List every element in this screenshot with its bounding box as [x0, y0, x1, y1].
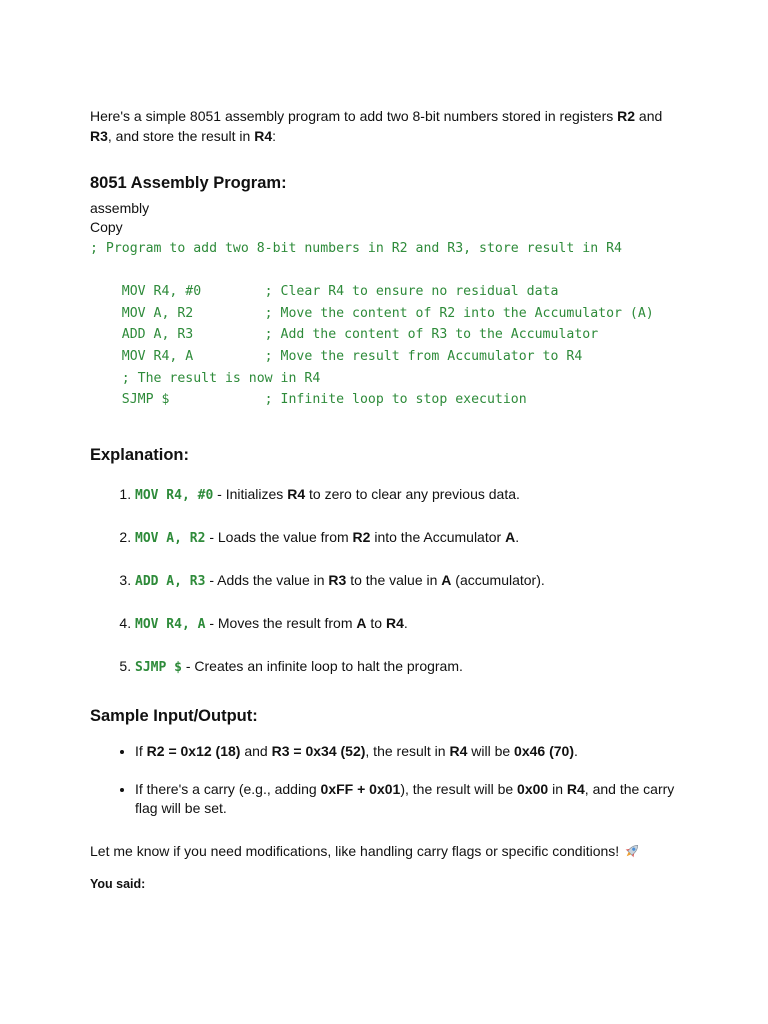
list-item: 2. MOV A, R2 - Loads the value from R2 into the Accumulator A.	[135, 527, 680, 549]
rocket-icon	[623, 843, 641, 859]
inline-code: MOV R4, #0	[135, 487, 214, 503]
copy-code-button[interactable]: Copy	[90, 219, 123, 235]
list-item: • If R2 = 0x12 (18) and R3 = 0x34 (52), the result in R4 will be 0x46 (70).	[135, 742, 680, 761]
list-item: 5. SJMP $ - Creates an infinite loop to halt the program.	[135, 656, 680, 678]
inline-code: MOV A, R2	[135, 530, 206, 546]
closing-paragraph: Let me know if you need modifications, like handling carry flags or specific conditions!	[90, 841, 680, 861]
program-heading: 8051 Assembly Program:	[90, 174, 287, 192]
assembly-code-block: ; Program to add two 8-bit numbers in R2 and R3, store result in R4 MOV R4, #0 ; Clear R4 to ensure no residual data MOV A, R2 ; Move the content of R2 into the Accumulator (A) ADD A, R3 ; Add the content of R3 to the Accumulator MOV R4, A ; Move the result from Accumulator to R4 ; The result is now in R4 SJMP $ ; Infinite loop to stop execution	[90, 241, 654, 408]
explanation-heading: Explanation:	[90, 445, 190, 464]
sample-list	[90, 742, 680, 818]
sample-heading: Sample Input/Output:	[90, 706, 258, 725]
you-said-label: You said:	[90, 876, 146, 891]
list-item: 1. MOV R4, #0 - Initializes R4 to zero to clear any previous data.	[135, 484, 680, 506]
list-item: 4. MOV R4, A - Moves the result from A to R4.	[135, 613, 680, 635]
inline-code: ADD A, R3	[135, 573, 206, 589]
inline-code: MOV R4, A	[135, 616, 206, 632]
chat-response	[90, 106, 680, 893]
code-language-label: assembly	[90, 200, 150, 216]
inline-code: SJMP $	[135, 659, 182, 675]
list-item: 3. ADD A, R3 - Adds the value in R3 to the value in A (accumulator).	[135, 570, 680, 592]
list-item: • If there's a carry (e.g., adding 0xFF + 0x01), the result will be 0x00 in R4, and the carry flag will be set.	[135, 780, 680, 818]
intro-paragraph: Here's a simple 8051 assembly program to add two 8-bit numbers stored in registers R2 and R3, and store the result in R4:	[90, 108, 663, 144]
explanation-list	[90, 484, 680, 678]
